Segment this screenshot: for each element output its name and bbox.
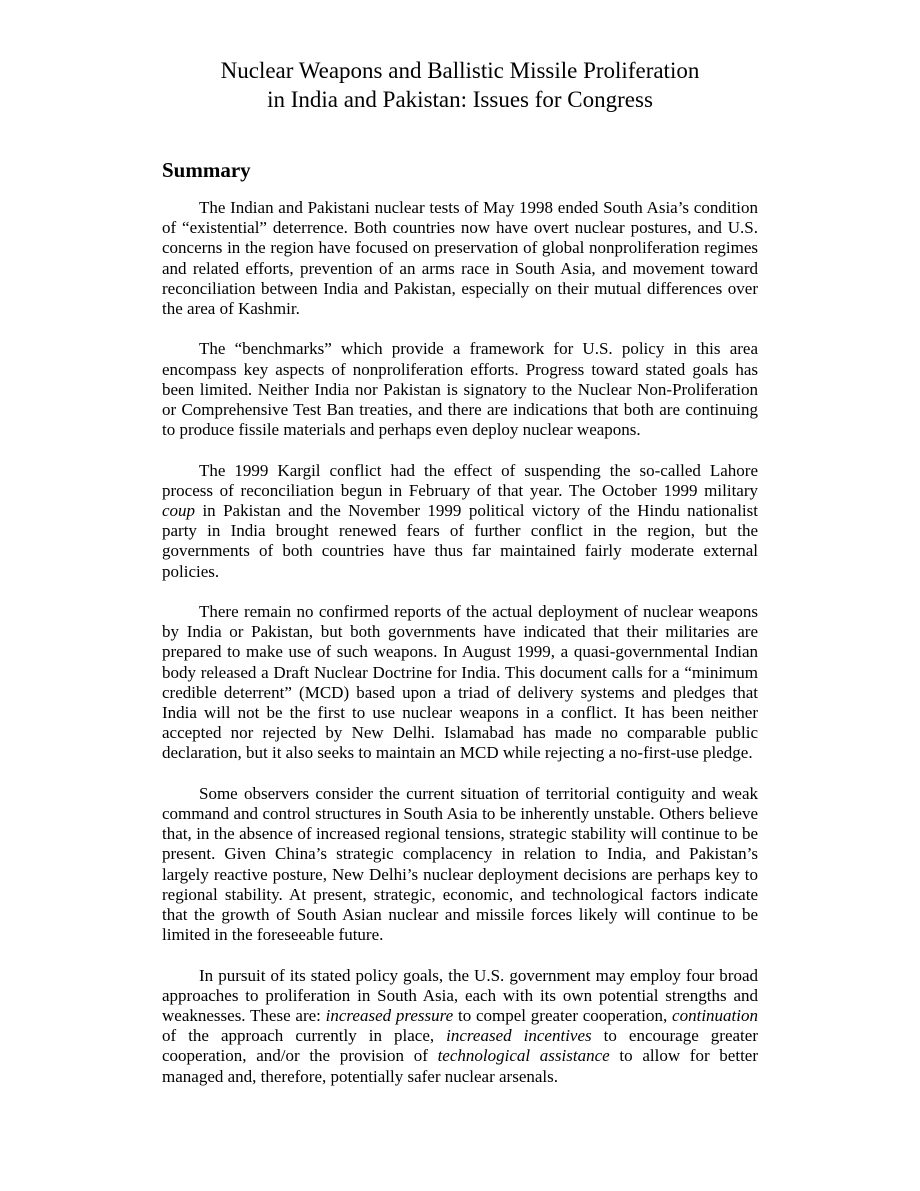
summary-paragraph-4: There remain no confirmed reports of the actual deployment of nuclear weapons by India or Pakistan, but both governments have indicated that their militaries are prepared to make use of such weapons. In August 1999, a quasi-governmental Indian body released a Draft Nuclear Doctrine for India. This document calls for a “minimum credible deterrent” (MCD) based upon a triad of delivery systems and pledges that India will not be the first to use nuclear weapons in a conflict. It has been neither accepted nor rejected by New Delhi. Islamabad has made no comparable public declaration, but it also seeks to maintain an MCD while rejecting a no-first-use pledge. [162, 602, 758, 763]
p6-text-e: to allow for better managed and, therefore, potentially safer nuclear arsenals. [162, 1046, 759, 1086]
document-page [162, 56, 758, 1087]
section-heading-summary: Summary [162, 158, 251, 182]
title-line-1: Nuclear Weapons and Ballistic Missile Proliferation [220, 58, 700, 83]
summary-paragraph-2: The “benchmarks” which provide a framework for U.S. policy in this area encompass key aspects of nonproliferation efforts. Progress toward stated goals has been limited. Neither India nor Pakistan is signatory to the Nuclear Non-Proliferation or Comprehensive Test Ban treaties, and there are indications that both are continuing to produce fissile materials and perhaps even deploy nuclear weapons. [162, 339, 758, 440]
p3-text-b: in Pakistan and the November 1999 political victory of the Hindu nationalist party in India brought renewed fears of further conflict in the region, but the governments of both countries have thus far maintained fairly moderate external policies. [162, 501, 758, 581]
p6-emphasis-increased-pressure: increased pressure [325, 1006, 454, 1026]
summary-paragraph-3 [162, 461, 758, 582]
summary-paragraph-1: The Indian and Pakistani nuclear tests of May 1998 ended South Asia’s condition of “existential” deterrence. Both countries now have overt nuclear postures, and U.S. concerns in the region have focused on preservation of global nonproliferation regimes and related efforts, prevention of an arms race in South Asia, and movement toward reconciliation between India and Pakistan, especially on their mutual differences over the area of Kashmir. [162, 198, 758, 319]
summary-paragraph-6 [162, 966, 758, 1087]
summary-paragraph-5: Some observers consider the current situation of territorial contiguity and weak command and control structures in South Asia to be inherently unstable. Others believe that, in the absence of increased regional tensions, strategic stability will continue to be present. Given China’s strategic complacency in relation to India, and Pakistan’s largely reactive posture, New Delhi’s nuclear deployment decisions are perhaps key to regional stability. At present, strategic, economic, and technological factors indicate that the growth of South Asian nuclear and missile forces likely will continue to be limited in the foreseeable future. [162, 783, 758, 945]
p6-text-d: to encourage greater cooperation, and/or the provision of [162, 1026, 758, 1066]
p3-emphasis-coup: coup [162, 501, 196, 521]
p6-text-c: of the approach currently in place, [162, 1026, 447, 1046]
title-line-2: in India and Pakistan: Issues for Congress [267, 87, 653, 112]
p6-emphasis-increased-incentives: increased incentives [446, 1026, 592, 1046]
document-title [162, 56, 758, 114]
p3-text-a: The 1999 Kargil conflict had the effect of suspending the so-called Lahore process of reconciliation begun in February of that year. The October 1999 military [162, 460, 758, 500]
p6-emphasis-continuation: continuation [672, 1006, 758, 1026]
p6-text-a: In pursuit of its stated policy goals, the U.S. government may employ four broad approaches to proliferation in South Asia, each with its own potential strengths and weaknesses. These are: [162, 965, 758, 1026]
p6-text-b: to compel greater cooperation, [453, 1006, 673, 1026]
p6-emphasis-technological-assistance: technological assistance [437, 1046, 610, 1066]
